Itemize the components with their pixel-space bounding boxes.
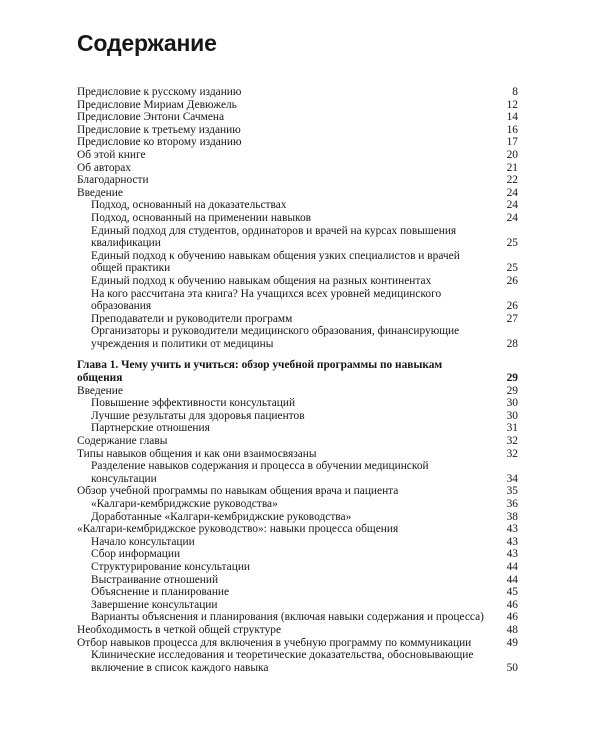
- toc-entry: [77, 435, 518, 448]
- toc-entry-title: Содержание главы: [77, 435, 168, 448]
- toc-entry-page: 25: [506, 237, 518, 250]
- toc-entry: [77, 624, 518, 637]
- toc-entry: [77, 410, 518, 423]
- toc-entry: [77, 250, 518, 275]
- toc-entry-title: Предисловие Энтони Сачмена: [77, 111, 225, 124]
- toc-entry-page: 29: [506, 372, 518, 385]
- toc-entry: [77, 649, 518, 674]
- toc-entry: [77, 174, 518, 187]
- toc-entry-page: 44: [506, 560, 518, 573]
- toc-entry-title: Завершение консультации: [91, 598, 218, 611]
- toc-entry-title: Благодарности: [77, 174, 149, 187]
- toc-entry-page: 12: [506, 98, 518, 111]
- toc-entry: [77, 225, 518, 250]
- toc-entry: [77, 136, 518, 149]
- toc-entry: [77, 162, 518, 175]
- toc-entry-page: 48: [506, 623, 518, 636]
- toc-entry: [77, 561, 518, 574]
- toc-entry: [77, 313, 518, 326]
- toc-entry-page: 30: [506, 397, 518, 410]
- toc-entry-title: Необходимость в четкой общей структуре: [77, 623, 282, 636]
- toc-entry: [77, 325, 518, 350]
- toc-entry-page: 32: [506, 447, 518, 460]
- toc-entry: [77, 523, 518, 536]
- toc-entry: [77, 586, 518, 599]
- toc-entry-page: 26: [506, 300, 518, 313]
- toc-entry-title: Варианты объяснения и планирования (включая навыки содержания и процесса): [91, 611, 484, 624]
- toc-entry-page: 8: [512, 86, 518, 98]
- toc-entry-page: 17: [506, 136, 518, 149]
- toc-entry-page: 28: [506, 337, 518, 350]
- toc-entry-title: Преподаватели и руководители программ: [91, 312, 293, 325]
- toc-entry-title: Обзор учебной программы по навыкам общения врача и пациента: [77, 485, 399, 498]
- toc-entry: [77, 611, 518, 624]
- toc-entry-page: 34: [506, 472, 518, 485]
- toc-entry-title: Объяснение и планирование: [91, 586, 230, 599]
- toc-entry-page: 24: [506, 211, 518, 224]
- toc-entry-title: Клинические исследования и теоретические доказательства, обосновывающие включение в список каждого навыка: [91, 649, 474, 674]
- toc-entry-page: 25: [506, 262, 518, 275]
- toc-entry: [77, 548, 518, 561]
- toc-entry-page: 16: [506, 123, 518, 136]
- toc-entry-title: Подход, основанный на доказательствах: [91, 199, 287, 212]
- toc-entry-title: «Калгари-кембриджские руководства»: [91, 498, 278, 510]
- toc-entry-title: Разделение навыков содержания и процесса в обучении медицинской консультации: [91, 460, 429, 485]
- toc-entry-page: 35: [506, 485, 518, 498]
- toc-entry-page: 24: [506, 199, 518, 212]
- toc-entry: [77, 149, 518, 162]
- toc-entry: [77, 288, 518, 313]
- toc-entry-title: Единый подход к обучению навыкам общения узких специалистов и врачей общей практики: [91, 249, 460, 275]
- toc-entry: [77, 397, 518, 410]
- table-of-contents: [77, 86, 518, 674]
- toc-entry-title: Начало консультации: [91, 535, 195, 548]
- toc-entry-title: Единый подход для студентов, ординаторов и врачей на курсах повышения квалификации: [91, 224, 457, 250]
- toc-entry-page: 46: [506, 598, 518, 611]
- toc-entry-title: Глава 1. Чему учить и учиться: обзор учебной программы по навыкам общения: [77, 359, 443, 385]
- toc-entry-title: «Калгари-кембриджское руководство»: навыки процесса общения: [77, 523, 399, 536]
- toc-entry-page: 50: [506, 661, 518, 674]
- toc-entry-page: 14: [506, 111, 518, 124]
- toc-entry-title: Структурирование консультации: [91, 560, 251, 573]
- toc-entry-title: Предисловие к третьему изданию: [77, 123, 241, 136]
- toc-entry: [77, 99, 518, 112]
- toc-entry: [77, 599, 518, 612]
- toc-entry-title: Лучшие результаты для здоровья пациентов: [91, 409, 305, 422]
- toc-entry-title: Предисловие Мириам Девюжель: [77, 98, 237, 111]
- toc-entry-title: Типы навыков общения и как они взаимосвязаны: [77, 447, 317, 460]
- toc-entry: [77, 485, 518, 498]
- toc-entry-page: 43: [506, 523, 518, 536]
- toc-entry-title: Повышение эффективности консультаций: [91, 397, 296, 410]
- toc-entry-title: Предисловие к русскому изданию: [77, 86, 242, 98]
- toc-entry: [77, 448, 518, 461]
- toc-chapter-heading: [77, 359, 518, 384]
- toc-entry-title: Отбор навыков процесса для включения в учебную программу по коммуникации: [77, 636, 472, 649]
- toc-entry: [77, 187, 518, 200]
- toc-entry: [77, 212, 518, 225]
- toc-entry-page: 27: [506, 312, 518, 325]
- toc-entry-page: 30: [506, 409, 518, 422]
- toc-entry-page: 26: [506, 274, 518, 287]
- toc-entry: [77, 385, 518, 398]
- toc-entry: [77, 511, 518, 524]
- toc-entry-page: 46: [506, 611, 518, 624]
- toc-entry: [77, 498, 518, 511]
- toc-entry-title: Организаторы и руководители медицинского образования, финансирующие учреждения и политики от медицины: [91, 325, 460, 350]
- toc-entry: [77, 124, 518, 137]
- toc-entry-page: 49: [506, 636, 518, 649]
- toc-entry-title: Предисловие ко второму изданию: [77, 136, 242, 149]
- page-title: Содержание: [77, 30, 217, 56]
- toc-entry: [77, 111, 518, 124]
- toc-entry-page: 43: [506, 548, 518, 561]
- toc-entry-title: Об авторах: [77, 161, 131, 174]
- toc-entry: [77, 637, 518, 650]
- toc-entry-title: Введение: [77, 186, 123, 199]
- toc-entry-title: Об этой книге: [77, 148, 146, 161]
- toc-entry-page: 45: [506, 586, 518, 599]
- toc-entry: [77, 460, 518, 485]
- toc-entry-title: Доработанные «Калгари-кембриджские руководства»: [91, 510, 352, 523]
- toc-entry-page: 44: [506, 573, 518, 586]
- toc-entry-page: 32: [506, 435, 518, 448]
- toc-entry-page: 21: [506, 161, 518, 174]
- toc-entry: [77, 536, 518, 549]
- toc-entry-page: 20: [506, 148, 518, 161]
- toc-entry-title: Подход, основанный на применении навыков: [91, 211, 312, 224]
- toc-entry-page: 36: [506, 498, 518, 510]
- toc-entry-page: 24: [506, 186, 518, 199]
- toc-entry-page: 22: [506, 174, 518, 187]
- toc-entry-page: 38: [506, 510, 518, 523]
- toc-entry-title: Сбор информации: [91, 548, 181, 561]
- toc-entry-title: Выстраивание отношений: [91, 573, 219, 586]
- toc-entry: [77, 574, 518, 587]
- toc-entry-page: 31: [506, 422, 518, 435]
- toc-entry-title: Партнерские отношения: [91, 422, 210, 435]
- toc-entry-title: Введение: [77, 384, 123, 397]
- toc-entry: [77, 422, 518, 435]
- toc-entry: [77, 275, 518, 288]
- toc-entry: [77, 86, 518, 99]
- toc-entry-title: Единый подход к обучению навыкам общения на разных континентах: [91, 274, 432, 287]
- toc-entry-page: 29: [506, 384, 518, 397]
- toc-entry-title: На кого рассчитана эта книга? На учащихся всех уровней медицинского образования: [91, 287, 442, 313]
- toc-entry-page: 43: [506, 535, 518, 548]
- toc-entry: [77, 199, 518, 212]
